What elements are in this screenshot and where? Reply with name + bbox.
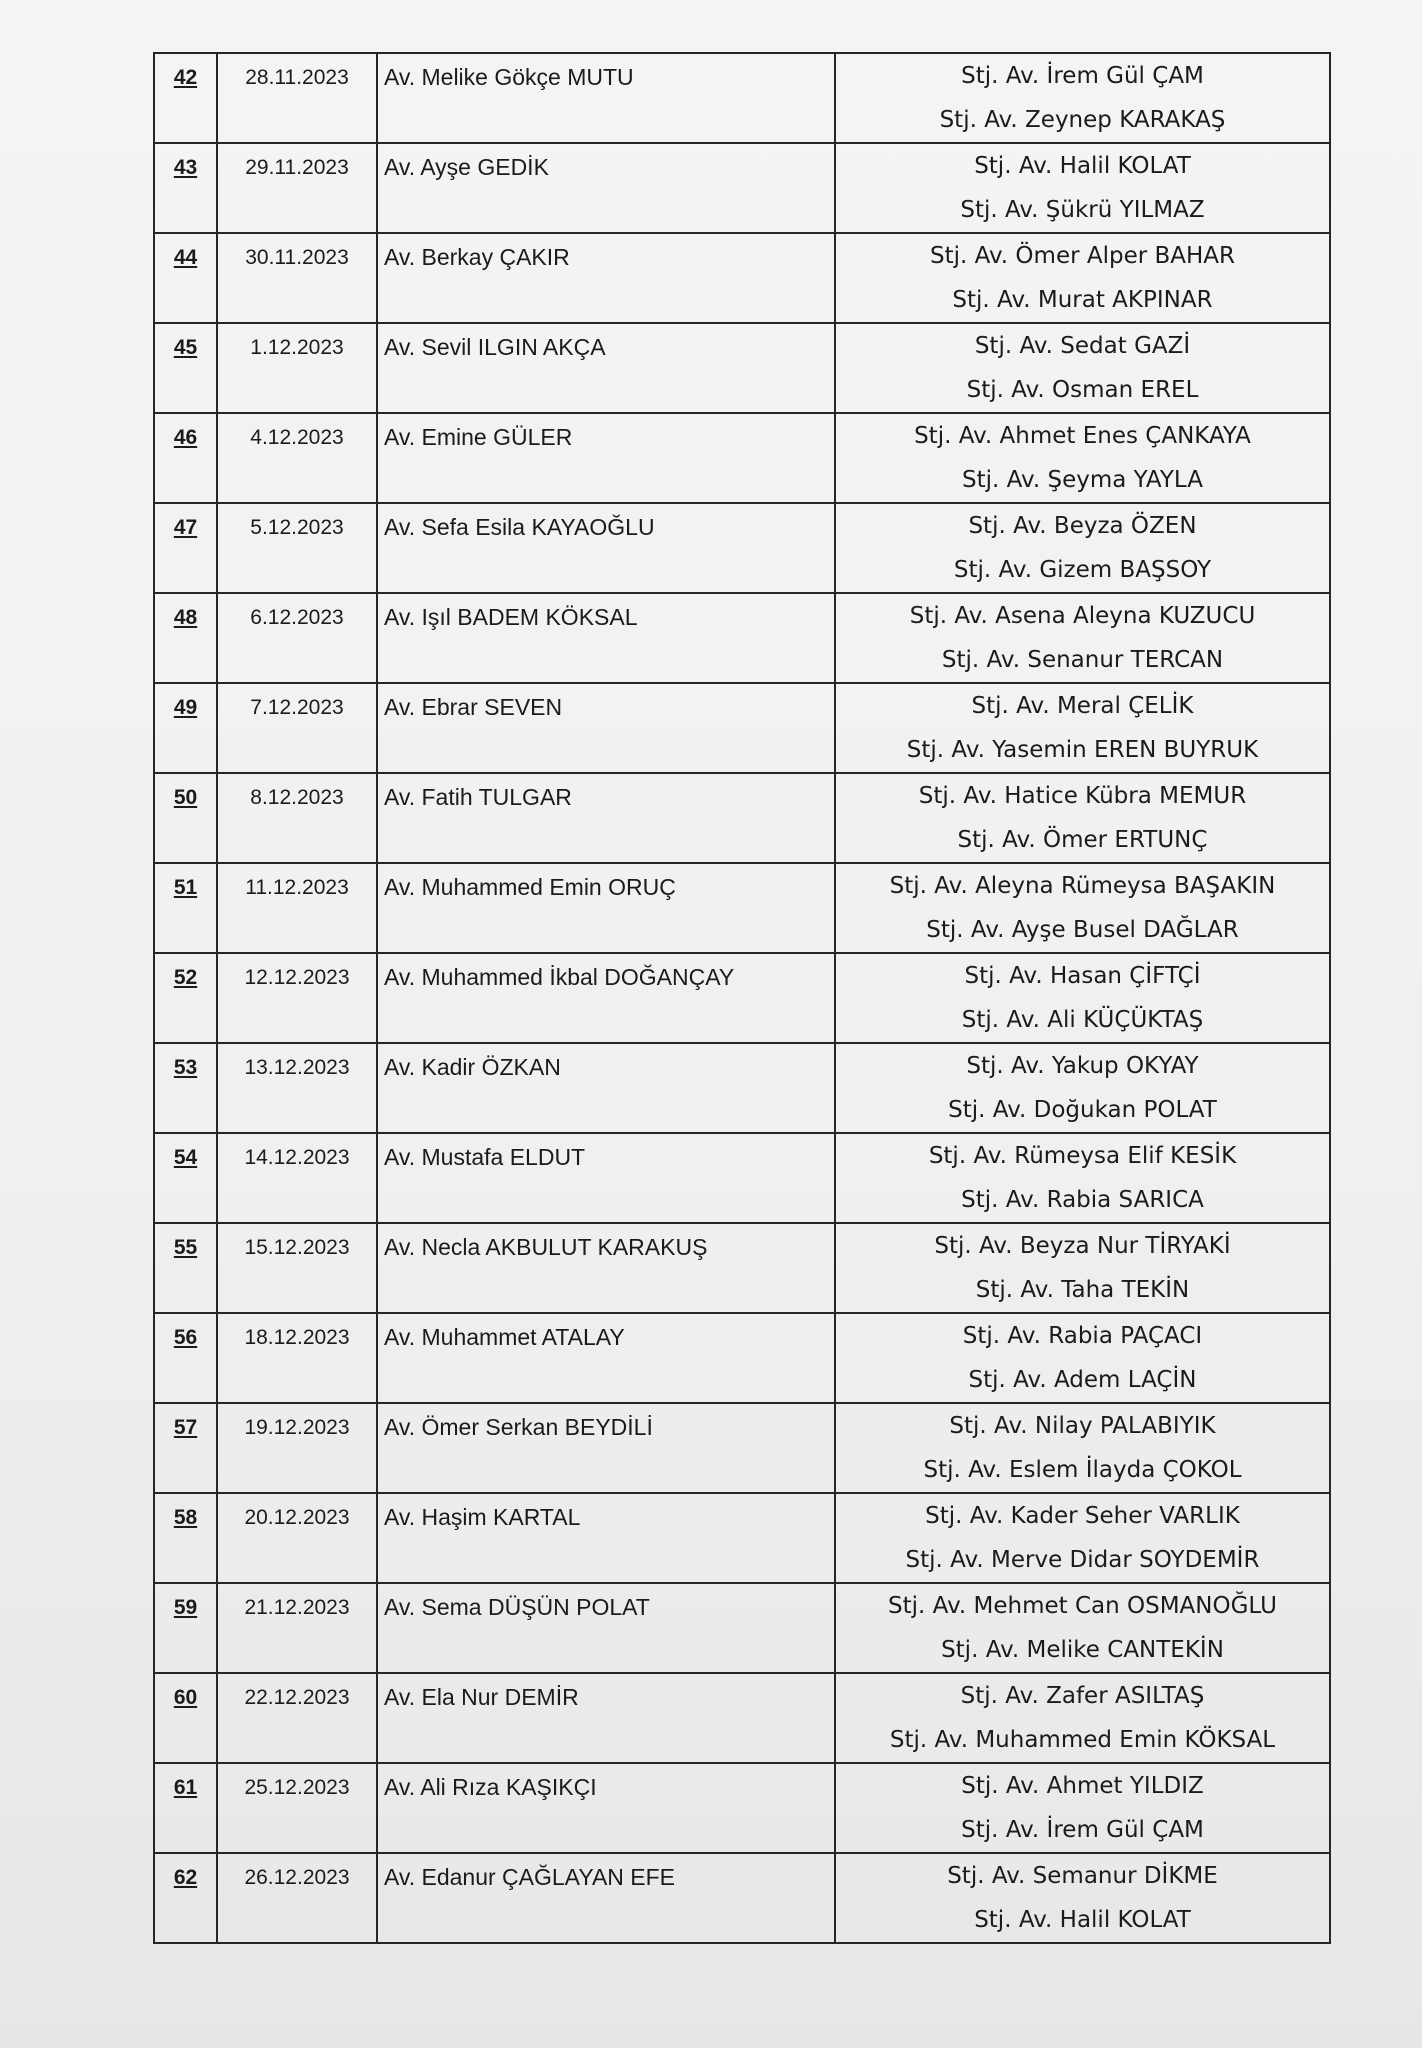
row-number: 55 bbox=[173, 1236, 198, 1259]
session-date: 13.12.2023 bbox=[244, 1056, 350, 1079]
table-row bbox=[154, 1133, 1330, 1223]
lawyer-cell bbox=[377, 1043, 835, 1133]
session-date: 26.12.2023 bbox=[244, 1866, 350, 1889]
lawyer-cell bbox=[377, 233, 835, 323]
trainee-name: Stj. Av. Şeyma YAYLA bbox=[962, 467, 1203, 493]
session-date: 21.12.2023 bbox=[244, 1596, 350, 1619]
row-number: 44 bbox=[173, 246, 198, 269]
table-row bbox=[154, 1043, 1330, 1133]
table-row bbox=[154, 1403, 1330, 1493]
lawyer-name: Av. Ömer Serkan BEYDİLİ bbox=[384, 1414, 653, 1440]
date-cell bbox=[217, 1583, 377, 1673]
trainee-name: Stj. Av. Mehmet Can OSMANOĞLU bbox=[888, 1593, 1277, 1619]
date-cell bbox=[217, 1043, 377, 1133]
table-row bbox=[154, 863, 1330, 953]
trainee-name: Stj. Av. Halil KOLAT bbox=[974, 1907, 1191, 1933]
trainee-name: Stj. Av. Ayşe Busel DAĞLAR bbox=[926, 917, 1239, 943]
row-number-cell bbox=[154, 1763, 217, 1853]
trainees-cell bbox=[835, 1403, 1330, 1493]
lawyer-cell bbox=[377, 1493, 835, 1583]
row-number: 43 bbox=[173, 156, 198, 179]
lawyer-name: Av. Ali Rıza KAŞIKÇI bbox=[384, 1774, 597, 1800]
row-number: 48 bbox=[173, 606, 198, 629]
lawyer-cell bbox=[377, 1583, 835, 1673]
lawyer-cell bbox=[377, 1763, 835, 1853]
trainee-name: Stj. Av. Beyza Nur TİRYAKİ bbox=[934, 1233, 1231, 1259]
table-row bbox=[154, 1583, 1330, 1673]
table-row bbox=[154, 233, 1330, 323]
lawyer-cell bbox=[377, 503, 835, 593]
row-number-cell bbox=[154, 1853, 217, 1943]
trainee-name: Stj. Av. Zeynep KARAKAŞ bbox=[939, 107, 1226, 133]
trainee-name: Stj. Av. Meral ÇELİK bbox=[971, 693, 1194, 719]
trainee-name: Stj. Av. Beyza ÖZEN bbox=[968, 513, 1197, 539]
row-number-cell bbox=[154, 143, 217, 233]
date-cell bbox=[217, 1853, 377, 1943]
date-cell bbox=[217, 953, 377, 1043]
trainee-name: Stj. Av. Rabia PAÇACI bbox=[962, 1323, 1203, 1349]
session-date: 19.12.2023 bbox=[244, 1416, 350, 1439]
table-row bbox=[154, 1673, 1330, 1763]
trainee-name: Stj. Av. Osman EREL bbox=[966, 377, 1199, 403]
trainees-cell bbox=[835, 1043, 1330, 1133]
session-date: 28.11.2023 bbox=[245, 66, 349, 89]
trainees-cell bbox=[835, 143, 1330, 233]
trainee-name: Stj. Av. Nilay PALABIYIK bbox=[949, 1413, 1216, 1439]
date-cell bbox=[217, 143, 377, 233]
row-number: 58 bbox=[173, 1506, 198, 1529]
table-row bbox=[154, 143, 1330, 233]
row-number: 51 bbox=[173, 876, 198, 899]
row-number: 57 bbox=[173, 1416, 198, 1439]
lawyer-cell bbox=[377, 1133, 835, 1223]
trainee-name: Stj. Av. Semanur DİKME bbox=[947, 1863, 1218, 1889]
trainee-name: Stj. Av. Melike CANTEKİN bbox=[941, 1637, 1224, 1663]
session-date: 1.12.2023 bbox=[250, 336, 344, 359]
lawyer-cell bbox=[377, 1673, 835, 1763]
trainees-cell bbox=[835, 1493, 1330, 1583]
trainee-name: Stj. Av. Eslem İlayda ÇOKOL bbox=[923, 1457, 1242, 1483]
trainees-cell bbox=[835, 683, 1330, 773]
trainee-name: Stj. Av. Sedat GAZİ bbox=[974, 333, 1191, 359]
table-row bbox=[154, 503, 1330, 593]
trainees-cell bbox=[835, 953, 1330, 1043]
lawyer-name: Av. Edanur ÇAĞLAYAN EFE bbox=[384, 1864, 676, 1890]
trainee-name: Stj. Av. Şükrü YILMAZ bbox=[960, 197, 1205, 223]
lawyer-name: Av. Mustafa ELDUT bbox=[384, 1144, 586, 1170]
date-cell bbox=[217, 1223, 377, 1313]
trainee-name: Stj. Av. Taha TEKİN bbox=[975, 1277, 1190, 1303]
date-cell bbox=[217, 683, 377, 773]
date-cell bbox=[217, 1763, 377, 1853]
session-date: 7.12.2023 bbox=[250, 696, 344, 719]
session-date: 14.12.2023 bbox=[244, 1146, 350, 1169]
trainee-name: Stj. Av. Zafer ASILTAŞ bbox=[960, 1683, 1205, 1709]
lawyer-name: Av. Sema DÜŞÜN POLAT bbox=[384, 1594, 650, 1620]
row-number-cell bbox=[154, 863, 217, 953]
row-number: 59 bbox=[173, 1596, 198, 1619]
lawyer-cell bbox=[377, 323, 835, 413]
lawyer-name: Av. Haşim KARTAL bbox=[384, 1504, 581, 1530]
table-row bbox=[154, 53, 1330, 143]
row-number: 42 bbox=[173, 66, 198, 89]
lawyer-name: Av. Sefa Esila KAYAOĞLU bbox=[384, 514, 655, 540]
row-number: 60 bbox=[173, 1686, 198, 1709]
date-cell bbox=[217, 1133, 377, 1223]
lawyer-cell bbox=[377, 53, 835, 143]
trainee-name: Stj. Av. Gizem BAŞSOY bbox=[953, 557, 1212, 583]
lawyer-name: Av. Berkay ÇAKIR bbox=[384, 244, 570, 270]
trainee-name: Stj. Av. Ahmet YILDIZ bbox=[961, 1773, 1204, 1799]
trainees-cell bbox=[835, 1673, 1330, 1763]
row-number: 54 bbox=[173, 1146, 198, 1169]
trainees-cell bbox=[835, 773, 1330, 863]
row-number: 45 bbox=[173, 336, 198, 359]
trainees-cell bbox=[835, 593, 1330, 683]
lawyer-name: Av. Melike Gökçe MUTU bbox=[384, 64, 634, 90]
date-cell bbox=[217, 233, 377, 323]
table-row bbox=[154, 593, 1330, 683]
lawyer-name: Av. Kadir ÖZKAN bbox=[384, 1054, 561, 1080]
row-number: 53 bbox=[173, 1056, 198, 1079]
trainees-cell bbox=[835, 1853, 1330, 1943]
row-number-cell bbox=[154, 1133, 217, 1223]
table-row bbox=[154, 683, 1330, 773]
date-cell bbox=[217, 1403, 377, 1493]
row-number: 56 bbox=[173, 1326, 198, 1349]
row-number: 50 bbox=[173, 786, 198, 809]
lawyer-cell bbox=[377, 413, 835, 503]
table-row bbox=[154, 1853, 1330, 1943]
trainees-cell bbox=[835, 1133, 1330, 1223]
row-number-cell bbox=[154, 1313, 217, 1403]
session-date: 4.12.2023 bbox=[250, 426, 344, 449]
session-date: 8.12.2023 bbox=[250, 786, 344, 809]
table-row bbox=[154, 1493, 1330, 1583]
lawyer-cell bbox=[377, 1403, 835, 1493]
lawyer-cell bbox=[377, 953, 835, 1043]
table-row bbox=[154, 773, 1330, 863]
lawyer-name: Av. Sevil ILGIN AKÇA bbox=[384, 334, 606, 360]
session-date: 15.12.2023 bbox=[244, 1236, 350, 1259]
trainee-name: Stj. Av. Merve Didar SOYDEMİR bbox=[905, 1547, 1260, 1573]
row-number-cell bbox=[154, 1493, 217, 1583]
trainee-name: Stj. Av. Yasemin EREN BUYRUK bbox=[906, 737, 1259, 763]
lawyer-cell bbox=[377, 593, 835, 683]
session-date: 25.12.2023 bbox=[244, 1776, 350, 1799]
date-cell bbox=[217, 1493, 377, 1583]
row-number-cell bbox=[154, 53, 217, 143]
session-date: 20.12.2023 bbox=[244, 1506, 350, 1529]
trainee-name: Stj. Av. Ömer ERTUNÇ bbox=[957, 827, 1208, 853]
lawyer-name: Av. Fatih TULGAR bbox=[384, 784, 572, 810]
row-number-cell bbox=[154, 1583, 217, 1673]
trainee-name: Stj. Av. Rabia SARICA bbox=[961, 1187, 1204, 1213]
session-date: 29.11.2023 bbox=[245, 156, 349, 179]
row-number-cell bbox=[154, 1223, 217, 1313]
row-number-cell bbox=[154, 323, 217, 413]
lawyer-cell bbox=[377, 1223, 835, 1313]
lawyer-name: Av. Ebrar SEVEN bbox=[384, 694, 563, 720]
trainees-cell bbox=[835, 1583, 1330, 1673]
lawyer-cell bbox=[377, 773, 835, 863]
table-row bbox=[154, 323, 1330, 413]
schedule-table bbox=[153, 52, 1331, 1944]
lawyer-name: Av. Emine GÜLER bbox=[384, 424, 573, 450]
trainee-name: Stj. Av. Rümeysa Elif KESİK bbox=[928, 1143, 1237, 1169]
table-row bbox=[154, 1313, 1330, 1403]
trainees-cell bbox=[835, 233, 1330, 323]
trainee-name: Stj. Av. Senanur TERCAN bbox=[941, 647, 1224, 673]
lawyer-name: Av. Necla AKBULUT KARAKUŞ bbox=[384, 1234, 708, 1260]
date-cell bbox=[217, 413, 377, 503]
lawyer-cell bbox=[377, 863, 835, 953]
trainees-cell bbox=[835, 1313, 1330, 1403]
session-date: 30.11.2023 bbox=[245, 246, 349, 269]
trainee-name: Stj. Av. Aleyna Rümeysa BAŞAKIN bbox=[889, 873, 1276, 899]
session-date: 12.12.2023 bbox=[244, 966, 350, 989]
row-number: 61 bbox=[173, 1776, 198, 1799]
date-cell bbox=[217, 323, 377, 413]
date-cell bbox=[217, 1673, 377, 1763]
row-number-cell bbox=[154, 1403, 217, 1493]
trainee-name: Stj. Av. İrem Gül ÇAM bbox=[961, 63, 1204, 89]
session-date: 11.12.2023 bbox=[245, 876, 349, 899]
trainees-cell bbox=[835, 503, 1330, 593]
trainees-cell bbox=[835, 323, 1330, 413]
row-number: 52 bbox=[173, 966, 198, 989]
trainees-cell bbox=[835, 863, 1330, 953]
date-cell bbox=[217, 773, 377, 863]
lawyer-cell bbox=[377, 683, 835, 773]
row-number: 46 bbox=[173, 426, 198, 449]
row-number-cell bbox=[154, 683, 217, 773]
trainee-name: Stj. Av. Hasan ÇİFTÇİ bbox=[964, 963, 1201, 989]
trainee-name: Stj. Av. Kader Seher VARLIK bbox=[925, 1503, 1240, 1529]
lawyer-name: Av. Muhammed Emin ORUÇ bbox=[384, 874, 676, 900]
lawyer-name: Av. Işıl BADEM KÖKSAL bbox=[384, 604, 638, 630]
date-cell bbox=[217, 53, 377, 143]
trainee-name: Stj. Av. Halil KOLAT bbox=[974, 153, 1191, 179]
session-date: 5.12.2023 bbox=[250, 516, 344, 539]
trainees-cell bbox=[835, 413, 1330, 503]
schedule-body bbox=[154, 53, 1330, 1943]
lawyer-cell bbox=[377, 1853, 835, 1943]
session-date: 18.12.2023 bbox=[244, 1326, 350, 1349]
row-number: 62 bbox=[173, 1866, 198, 1889]
lawyer-name: Av. Muhammed İkbal DOĞANÇAY bbox=[384, 964, 735, 990]
row-number-cell bbox=[154, 593, 217, 683]
row-number-cell bbox=[154, 773, 217, 863]
lawyer-name: Av. Ayşe GEDİK bbox=[384, 154, 549, 180]
table-row bbox=[154, 1223, 1330, 1313]
trainee-name: Stj. Av. Yakup OKYAY bbox=[966, 1053, 1199, 1079]
trainee-name: Stj. Av. Doğukan POLAT bbox=[948, 1097, 1217, 1123]
trainee-name: Stj. Av. Ali KÜÇÜKTAŞ bbox=[961, 1007, 1204, 1033]
date-cell bbox=[217, 1313, 377, 1403]
row-number-cell bbox=[154, 413, 217, 503]
lawyer-name: Av. Muhammet ATALAY bbox=[384, 1324, 625, 1350]
trainee-name: Stj. Av. Ömer Alper BAHAR bbox=[929, 243, 1236, 269]
date-cell bbox=[217, 593, 377, 683]
trainee-name: Stj. Av. Asena Aleyna KUZUCU bbox=[909, 603, 1256, 629]
trainee-name: Stj. Av. İrem Gül ÇAM bbox=[961, 1817, 1204, 1843]
trainee-name: Stj. Av. Adem LAÇİN bbox=[968, 1367, 1197, 1393]
session-date: 6.12.2023 bbox=[250, 606, 344, 629]
trainee-name: Stj. Av. Ahmet Enes ÇANKAYA bbox=[914, 423, 1251, 449]
session-date: 22.12.2023 bbox=[244, 1686, 350, 1709]
trainee-name: Stj. Av. Muhammed Emin KÖKSAL bbox=[889, 1727, 1276, 1753]
row-number-cell bbox=[154, 953, 217, 1043]
trainee-name: Stj. Av. Murat AKPINAR bbox=[952, 287, 1213, 313]
table-row bbox=[154, 953, 1330, 1043]
trainees-cell bbox=[835, 1763, 1330, 1853]
trainees-cell bbox=[835, 53, 1330, 143]
date-cell bbox=[217, 503, 377, 593]
row-number-cell bbox=[154, 233, 217, 323]
lawyer-cell bbox=[377, 143, 835, 233]
row-number-cell bbox=[154, 503, 217, 593]
lawyer-cell bbox=[377, 1313, 835, 1403]
row-number: 47 bbox=[173, 516, 198, 539]
lawyer-name: Av. Ela Nur DEMİR bbox=[384, 1684, 579, 1710]
trainee-name: Stj. Av. Hatice Kübra MEMUR bbox=[918, 783, 1247, 809]
trainees-cell bbox=[835, 1223, 1330, 1313]
row-number-cell bbox=[154, 1673, 217, 1763]
table-row bbox=[154, 1763, 1330, 1853]
row-number: 49 bbox=[173, 696, 198, 719]
date-cell bbox=[217, 863, 377, 953]
row-number-cell bbox=[154, 1043, 217, 1133]
table-row bbox=[154, 413, 1330, 503]
